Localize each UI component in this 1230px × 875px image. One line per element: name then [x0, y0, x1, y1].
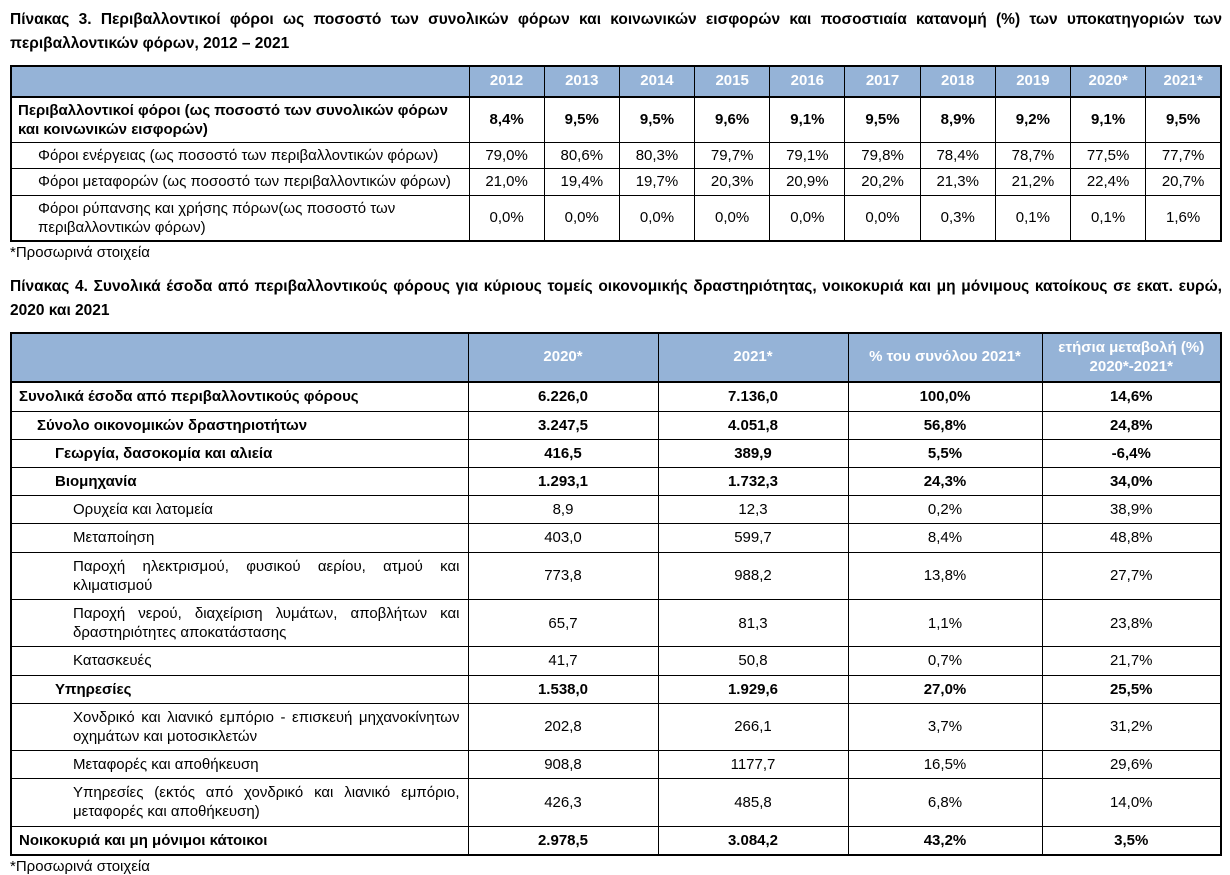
table4-row — [11, 826, 1221, 855]
table4-value-cell: 24,8% — [1042, 411, 1221, 439]
table3-value-cell: 20,2% — [845, 169, 920, 195]
table3-value-cell: 80,6% — [544, 143, 619, 169]
table3-value-cell: 0,1% — [1071, 195, 1146, 241]
table3-value-cell: 0,0% — [770, 195, 845, 241]
table3-row-label: Φόροι μεταφορών (ως ποσοστό των περιβαλλοντικών φόρων) — [11, 169, 469, 195]
table3-year-header: 2012 — [469, 66, 544, 97]
table3-value-cell: 9,2% — [995, 97, 1070, 143]
table3-row-label: Φόροι ενέργειας (ως ποσοστό των περιβαλλοντικών φόρων) — [11, 143, 469, 169]
table4-value-cell: 14,6% — [1042, 382, 1221, 411]
table3-value-cell: 9,1% — [770, 97, 845, 143]
table4-row-label: Βιομηχανία — [11, 468, 468, 496]
table4-value-cell: 908,8 — [468, 751, 658, 779]
table4-row-label: Συνολικά έσοδα από περιβαλλοντικούς φόρους — [11, 382, 468, 411]
table3-year-header: 2020* — [1071, 66, 1146, 97]
table4-title: Πίνακας 4. Συνολικά έσοδα από περιβαλλοντικούς φόρους για κύριους τομείς οικονομικής δραστηριότητας, νοικοκυριά και μη μόνιμους κατοίκους σε εκατ. ευρώ, 2020 και 2021 — [10, 277, 1222, 319]
table4-row-label: Χονδρικό και λιανικό εμπόριο - επισκευή μηχανοκίνητων οχημάτων και μοτοσικλετών — [11, 703, 468, 750]
table4-row — [11, 439, 1221, 467]
table3-year-header: 2013 — [544, 66, 619, 97]
table4-row — [11, 496, 1221, 524]
table4-value-cell: 4.051,8 — [658, 411, 848, 439]
table4-value-cell: 27,7% — [1042, 552, 1221, 599]
table4-value-cell: 3.247,5 — [468, 411, 658, 439]
table3-value-cell: 20,3% — [695, 169, 770, 195]
table4-value-cell: 27,0% — [848, 675, 1042, 703]
table3 — [10, 65, 1222, 242]
table4-value-cell: 41,7 — [468, 647, 658, 675]
table3-value-cell: 0,0% — [619, 195, 694, 241]
table3-row-label: Φόροι ρύπανσης και χρήσης πόρων(ως ποσοστό των περιβαλλοντικών φόρων) — [11, 195, 469, 241]
table4-row-label: Υπηρεσίες — [11, 675, 468, 703]
table4-value-cell: 8,4% — [848, 524, 1042, 552]
table4-value-cell: 6.226,0 — [468, 382, 658, 411]
table4-footnote: *Προσωρινά στοιχεία — [10, 857, 150, 875]
table4-row-label: Νοικοκυριά και μη μόνιμοι κάτοικοι — [11, 826, 468, 855]
table4-value-cell: 8,9 — [468, 496, 658, 524]
table4-row — [11, 411, 1221, 439]
table4-value-cell: 0,2% — [848, 496, 1042, 524]
table4-value-cell: 426,3 — [468, 779, 658, 826]
table4-value-cell: 7.136,0 — [658, 382, 848, 411]
table4-row-label: Μεταφορές και αποθήκευση — [11, 751, 468, 779]
table4-value-cell: 266,1 — [658, 703, 848, 750]
table4-row — [11, 468, 1221, 496]
table4-column-header: % του συνόλου 2021* — [848, 333, 1042, 383]
table3-value-cell: 77,7% — [1146, 143, 1221, 169]
table4-value-cell: 14,0% — [1042, 779, 1221, 826]
table4-column-header: 2021* — [658, 333, 848, 383]
table3-row — [11, 195, 1221, 241]
table3-value-cell: 0,0% — [469, 195, 544, 241]
table3-value-cell: 0,0% — [695, 195, 770, 241]
table3-year-header: 2016 — [770, 66, 845, 97]
table4-row — [11, 599, 1221, 646]
table3-title: Πίνακας 3. Περιβαλλοντικοί φόροι ως ποσοστό των συνολικών φόρων και κοινωνικών εισφορών και ποσοστιαία κατανομή (%) των υποκατηγοριών των περιβαλλοντικών φόρων, 2012 – 2021 — [10, 11, 1222, 53]
table3-year-header: 2017 — [845, 66, 920, 97]
table3-value-cell: 0,0% — [544, 195, 619, 241]
table4-value-cell: 202,8 — [468, 703, 658, 750]
table3-corner-cell — [11, 66, 469, 97]
table3-value-cell: 9,5% — [544, 97, 619, 143]
table4-value-cell: 6,8% — [848, 779, 1042, 826]
table3-value-cell: 9,1% — [1071, 97, 1146, 143]
table4-row-label: Ορυχεία και λατομεία — [11, 496, 468, 524]
table4-column-header: 2020* — [468, 333, 658, 383]
table4-row-label: Παροχή ηλεκτρισμού, φυσικού αερίου, ατμού και κλιματισμού — [11, 552, 468, 599]
table3-year-header: 2018 — [920, 66, 995, 97]
table3-value-cell: 8,4% — [469, 97, 544, 143]
table4-row — [11, 779, 1221, 826]
table3-value-cell: 19,7% — [619, 169, 694, 195]
table4-value-cell: 34,0% — [1042, 468, 1221, 496]
table4-row-label: Γεωργία, δασοκομία και αλιεία — [11, 439, 468, 467]
table4-header — [11, 333, 1221, 383]
table3-value-cell: 22,4% — [1071, 169, 1146, 195]
table4-value-cell: 23,8% — [1042, 599, 1221, 646]
table4-row-label: Υπηρεσίες (εκτός από χονδρικό και λιανικό εμπόριο, μεταφορές και αποθήκευση) — [11, 779, 468, 826]
table4-header-row — [11, 333, 1221, 383]
table3-year-header: 2015 — [695, 66, 770, 97]
table4-value-cell: 50,8 — [658, 647, 848, 675]
table4-value-cell: 13,8% — [848, 552, 1042, 599]
table4-value-cell: 29,6% — [1042, 751, 1221, 779]
table3-value-cell: 21,0% — [469, 169, 544, 195]
table4-value-cell: 3.084,2 — [658, 826, 848, 855]
table3-header — [11, 66, 1221, 97]
table3-value-cell: 20,9% — [770, 169, 845, 195]
table4-value-cell: -6,4% — [1042, 439, 1221, 467]
table4-value-cell: 403,0 — [468, 524, 658, 552]
table4-value-cell: 1.929,6 — [658, 675, 848, 703]
table4-value-cell: 38,9% — [1042, 496, 1221, 524]
table3-row — [11, 169, 1221, 195]
table3-value-cell: 8,9% — [920, 97, 995, 143]
table4-value-cell: 1.538,0 — [468, 675, 658, 703]
table3-value-cell: 1,6% — [1146, 195, 1221, 241]
table4-row — [11, 382, 1221, 411]
table3-value-cell: 21,3% — [920, 169, 995, 195]
table4-row — [11, 675, 1221, 703]
table4-value-cell: 2.978,5 — [468, 826, 658, 855]
table3-body — [11, 97, 1221, 241]
table3-value-cell: 0,1% — [995, 195, 1070, 241]
table4-body — [11, 382, 1221, 854]
table4-value-cell: 1,1% — [848, 599, 1042, 646]
table4-value-cell: 81,3 — [658, 599, 848, 646]
table4-corner-cell — [11, 333, 468, 383]
table3-value-cell: 79,7% — [695, 143, 770, 169]
table3-header-row — [11, 66, 1221, 97]
table3-value-cell: 0,0% — [845, 195, 920, 241]
table3-value-cell: 77,5% — [1071, 143, 1146, 169]
table4 — [10, 332, 1222, 856]
table3-row — [11, 97, 1221, 143]
table4-value-cell: 3,5% — [1042, 826, 1221, 855]
table4-value-cell: 12,3 — [658, 496, 848, 524]
table3-value-cell: 80,3% — [619, 143, 694, 169]
table3-value-cell: 19,4% — [544, 169, 619, 195]
table3-value-cell: 78,7% — [995, 143, 1070, 169]
table3-year-header: 2019 — [995, 66, 1070, 97]
table3-year-header: 2021* — [1146, 66, 1221, 97]
table3-value-cell: 9,5% — [845, 97, 920, 143]
table4-value-cell: 599,7 — [658, 524, 848, 552]
table4-value-cell: 389,9 — [658, 439, 848, 467]
table3-value-cell: 78,4% — [920, 143, 995, 169]
table3-value-cell: 9,6% — [695, 97, 770, 143]
table3-value-cell: 0,3% — [920, 195, 995, 241]
table4-value-cell: 25,5% — [1042, 675, 1221, 703]
table3-value-cell: 9,5% — [1146, 97, 1221, 143]
table4-value-cell: 1.732,3 — [658, 468, 848, 496]
table4-value-cell: 988,2 — [658, 552, 848, 599]
table4-value-cell: 24,3% — [848, 468, 1042, 496]
table4-value-cell: 31,2% — [1042, 703, 1221, 750]
table4-value-cell: 21,7% — [1042, 647, 1221, 675]
table4-row — [11, 524, 1221, 552]
table3-footnote: *Προσωρινά στοιχεία — [10, 243, 150, 261]
table3-row-label: Περιβαλλοντικοί φόροι (ως ποσοστό των συνολικών φόρων και κοινωνικών εισφορών) — [11, 97, 469, 143]
table4-value-cell: 5,5% — [848, 439, 1042, 467]
table3-value-cell: 9,5% — [619, 97, 694, 143]
table4-value-cell: 773,8 — [468, 552, 658, 599]
table3-value-cell: 79,8% — [845, 143, 920, 169]
table4-value-cell: 485,8 — [658, 779, 848, 826]
table4-row — [11, 647, 1221, 675]
table3-row — [11, 143, 1221, 169]
table4-row — [11, 751, 1221, 779]
table4-value-cell: 3,7% — [848, 703, 1042, 750]
table4-value-cell: 0,7% — [848, 647, 1042, 675]
table4-row — [11, 552, 1221, 599]
table4-column-header: ετήσια μεταβολή (%) 2020*-2021* — [1042, 333, 1221, 383]
table4-value-cell: 48,8% — [1042, 524, 1221, 552]
table4-row — [11, 703, 1221, 750]
table4-row-label: Κατασκευές — [11, 647, 468, 675]
table4-value-cell: 43,2% — [848, 826, 1042, 855]
table3-value-cell: 20,7% — [1146, 169, 1221, 195]
table4-value-cell: 416,5 — [468, 439, 658, 467]
table3-year-header: 2014 — [619, 66, 694, 97]
table3-value-cell: 79,1% — [770, 143, 845, 169]
table4-value-cell: 1.293,1 — [468, 468, 658, 496]
table4-row-label: Σύνολο οικονομικών δραστηριοτήτων — [11, 411, 468, 439]
table4-value-cell: 56,8% — [848, 411, 1042, 439]
table4-value-cell: 1177,7 — [658, 751, 848, 779]
table4-value-cell: 16,5% — [848, 751, 1042, 779]
table4-row-label: Παροχή νερού, διαχείριση λυμάτων, αποβλήτων και δραστηριότητες αποκατάστασης — [11, 599, 468, 646]
table4-value-cell: 65,7 — [468, 599, 658, 646]
table3-value-cell: 79,0% — [469, 143, 544, 169]
table4-value-cell: 100,0% — [848, 382, 1042, 411]
table4-row-label: Μεταποίηση — [11, 524, 468, 552]
table3-value-cell: 21,2% — [995, 169, 1070, 195]
